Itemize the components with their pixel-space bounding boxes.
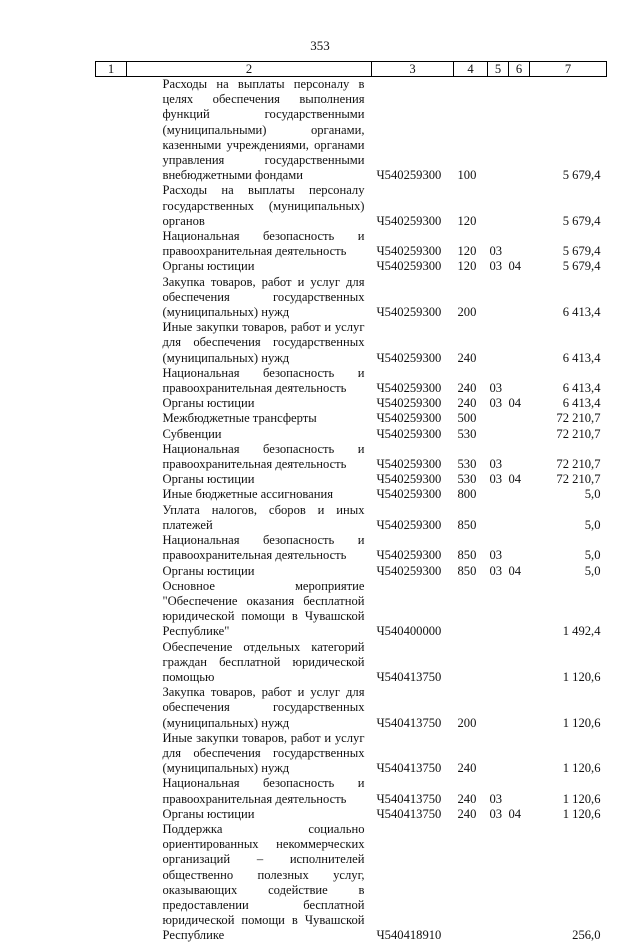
amount-cell: 1 120,6 xyxy=(562,761,601,776)
subsection-cell xyxy=(509,640,530,686)
amount-cell: 1 120,6 xyxy=(562,669,601,684)
expense-name-cell: Иные закупки товаров, работ и услуг для обеспечения государственных (муниципальных) нужд xyxy=(162,320,365,365)
row-number-cell xyxy=(96,427,127,442)
table-row xyxy=(96,640,607,686)
table-row xyxy=(96,275,607,321)
table-row xyxy=(96,442,607,472)
expense-type-cell: 240 xyxy=(457,381,477,396)
table-row xyxy=(96,259,607,274)
subsection-cell xyxy=(509,320,530,366)
expense-name-cell: Расходы на выплаты персоналу государственных (муниципальных) органов xyxy=(162,183,365,228)
expense-type-cell: 100 xyxy=(457,168,477,183)
subsection-cell xyxy=(509,427,530,442)
expense-type-cell: 530 xyxy=(457,457,477,472)
table-row xyxy=(96,807,607,822)
amount-cell: 5 679,4 xyxy=(562,244,601,259)
amount-cell: 6 413,4 xyxy=(562,350,601,365)
expense-type-cell: 240 xyxy=(457,761,477,776)
column-header-4: 4 xyxy=(454,62,488,77)
row-number-cell xyxy=(96,77,127,184)
target-article-cell: Ч540259300 xyxy=(376,457,442,472)
subsection-cell xyxy=(509,77,530,184)
subsection-cell xyxy=(509,275,530,321)
expense-type-cell: 120 xyxy=(457,213,477,228)
section-cell: 03 xyxy=(489,244,503,259)
amount-cell: 6 413,4 xyxy=(562,381,601,396)
column-header-2: 2 xyxy=(127,62,372,77)
target-article-cell: Ч540259300 xyxy=(376,411,442,426)
expense-name-cell: Поддержка социально ориентированных некоммерческих организаций – исполнителей общественно полезных услуг, оказывающих содействие в предоставлении бесплатной юридической помощи в Чувашской Республике xyxy=(162,821,365,943)
subsection-cell xyxy=(509,442,530,472)
amount-cell: 5 679,4 xyxy=(562,259,601,274)
amount-cell: 1 120,6 xyxy=(562,791,601,806)
row-number-cell xyxy=(96,579,127,640)
expense-name-cell: Органы юстиции xyxy=(162,806,255,821)
target-article-cell: Ч540259300 xyxy=(376,487,442,502)
row-number-cell xyxy=(96,776,127,806)
row-number-cell xyxy=(96,487,127,502)
target-article-cell: Ч540413750 xyxy=(376,806,442,821)
row-number-cell xyxy=(96,685,127,731)
target-article-cell: Ч540259300 xyxy=(376,563,442,578)
amount-cell: 72 210,7 xyxy=(556,472,601,487)
row-number-cell xyxy=(96,503,127,533)
row-number-cell xyxy=(96,320,127,366)
expense-name-cell: Субвенции xyxy=(162,426,222,441)
expense-type-cell: 240 xyxy=(457,806,477,821)
amount-cell: 6 413,4 xyxy=(562,396,601,411)
subsection-cell xyxy=(509,183,530,229)
section-cell: 03 xyxy=(489,548,503,563)
expense-type-cell: 120 xyxy=(457,244,477,259)
section-cell xyxy=(488,640,509,686)
target-article-cell: Ч540259300 xyxy=(376,517,442,532)
expense-name-cell: Межбюджетные трансферты xyxy=(162,411,317,426)
column-header-1: 1 xyxy=(96,62,127,77)
expense-type-cell: 240 xyxy=(457,791,477,806)
expense-name-cell: Национальная безопасность и правоохранительная деятельность xyxy=(162,229,365,259)
table-row xyxy=(96,77,607,184)
table-row xyxy=(96,503,607,533)
row-number-cell xyxy=(96,822,127,944)
row-number-cell xyxy=(96,807,127,822)
amount-cell: 5 679,4 xyxy=(562,213,601,228)
table-row xyxy=(96,396,607,411)
table-row xyxy=(96,579,607,640)
subsection-cell: 04 xyxy=(508,563,522,578)
row-number-cell xyxy=(96,640,127,686)
expense-name-cell: Расходы на выплаты персоналу в целях обеспечения выполнения функций государственными (муниципальными) органами, казенными учреждениями, органами управления государственными внебюджетными фондами xyxy=(162,77,365,183)
subsection-cell xyxy=(509,366,530,396)
section-cell: 03 xyxy=(489,806,503,821)
amount-cell: 5 679,4 xyxy=(562,168,601,183)
table-row xyxy=(96,183,607,229)
table-row xyxy=(96,731,607,777)
target-article-cell: Ч540259300 xyxy=(376,350,442,365)
table-row xyxy=(96,320,607,366)
expense-type-cell: 800 xyxy=(457,487,477,502)
section-cell xyxy=(488,411,509,426)
section-cell: 03 xyxy=(489,563,503,578)
table-row xyxy=(96,685,607,731)
row-number-cell xyxy=(96,259,127,274)
expense-type-cell: 200 xyxy=(457,305,477,320)
table-row xyxy=(96,822,607,944)
subsection-cell xyxy=(509,579,530,640)
table-row xyxy=(96,533,607,563)
amount-cell: 1 492,4 xyxy=(562,624,601,639)
budget-table xyxy=(95,61,607,944)
expense-name-cell: Основное мероприятие "Обеспечение оказания бесплатной юридической помощи в Чувашской Республике" xyxy=(162,578,365,639)
subsection-cell xyxy=(509,487,530,502)
expense-type-cell xyxy=(454,640,488,686)
amount-cell: 1 120,6 xyxy=(562,715,601,730)
amount-cell: 6 413,4 xyxy=(562,305,601,320)
subsection-cell: 04 xyxy=(508,806,522,821)
target-article-cell: Ч540259300 xyxy=(376,381,442,396)
target-article-cell: Ч540400000 xyxy=(376,624,442,639)
target-article-cell: Ч540413750 xyxy=(376,669,442,684)
expense-name-cell: Органы юстиции xyxy=(162,396,255,411)
column-header-3: 3 xyxy=(372,62,454,77)
section-cell: 03 xyxy=(489,259,503,274)
row-number-cell xyxy=(96,229,127,259)
expense-name-cell: Органы юстиции xyxy=(162,563,255,578)
amount-cell: 72 210,7 xyxy=(556,457,601,472)
target-article-cell: Ч540259300 xyxy=(376,472,442,487)
section-cell xyxy=(488,320,509,366)
subsection-cell xyxy=(509,411,530,426)
row-number-cell xyxy=(96,183,127,229)
section-cell xyxy=(488,579,509,640)
expense-type-cell: 200 xyxy=(457,715,477,730)
row-number-cell xyxy=(96,472,127,487)
target-article-cell: Ч540259300 xyxy=(376,244,442,259)
section-cell xyxy=(488,487,509,502)
target-article-cell: Ч540259300 xyxy=(376,168,442,183)
table-row xyxy=(96,487,607,502)
expense-name-cell: Органы юстиции xyxy=(162,472,255,487)
amount-cell: 72 210,7 xyxy=(556,426,601,441)
section-cell xyxy=(488,503,509,533)
section-cell: 03 xyxy=(489,791,503,806)
subsection-cell xyxy=(509,685,530,731)
amount-cell: 5,0 xyxy=(584,563,601,578)
target-article-cell: Ч540259300 xyxy=(376,396,442,411)
target-article-cell: Ч540259300 xyxy=(376,213,442,228)
target-article-cell: Ч540413750 xyxy=(376,761,442,776)
subsection-cell xyxy=(509,533,530,563)
section-cell xyxy=(488,822,509,944)
table-row xyxy=(96,776,607,806)
table-row xyxy=(96,366,607,396)
table-row xyxy=(96,472,607,487)
amount-cell: 5,0 xyxy=(584,517,601,532)
row-number-cell xyxy=(96,442,127,472)
row-number-cell xyxy=(96,411,127,426)
expense-type-cell: 850 xyxy=(457,563,477,578)
amount-cell: 256,0 xyxy=(572,928,601,943)
amount-cell: 72 210,7 xyxy=(556,411,601,426)
section-cell: 03 xyxy=(489,396,503,411)
expense-type-cell: 240 xyxy=(457,396,477,411)
subsection-cell xyxy=(509,503,530,533)
expense-type-cell: 240 xyxy=(457,350,477,365)
target-article-cell: Ч540259300 xyxy=(376,259,442,274)
section-cell: 03 xyxy=(489,457,503,472)
column-header-6: 6 xyxy=(509,62,530,77)
expense-name-cell: Национальная безопасность и правоохранительная деятельность xyxy=(162,776,365,806)
column-header-7: 7 xyxy=(530,62,607,77)
target-article-cell: Ч540259300 xyxy=(376,548,442,563)
target-article-cell: Ч540259300 xyxy=(376,426,442,441)
row-number-cell xyxy=(96,533,127,563)
section-cell xyxy=(488,731,509,777)
table-body xyxy=(96,77,607,944)
section-cell: 03 xyxy=(489,472,503,487)
section-cell xyxy=(488,685,509,731)
amount-cell: 5,0 xyxy=(584,487,601,502)
expense-type-cell: 530 xyxy=(457,426,477,441)
table-row xyxy=(96,427,607,442)
subsection-cell xyxy=(509,731,530,777)
table-row xyxy=(96,411,607,426)
column-header-5: 5 xyxy=(488,62,509,77)
target-article-cell: Ч540413750 xyxy=(376,791,442,806)
table-row xyxy=(96,229,607,259)
section-cell: 03 xyxy=(489,381,503,396)
row-number-cell xyxy=(96,731,127,777)
target-article-cell: Ч540418910 xyxy=(376,928,442,943)
expense-name-cell: Национальная безопасность и правоохранительная деятельность xyxy=(162,365,365,396)
subsection-cell xyxy=(509,776,530,806)
expense-name-cell: Уплата налогов, сборов и иных платежей xyxy=(162,502,365,532)
subsection-cell: 04 xyxy=(508,472,522,487)
section-cell xyxy=(488,77,509,184)
expense-type-cell: 120 xyxy=(457,259,477,274)
expense-name-cell: Национальная безопасность и правоохранительная деятельность xyxy=(162,533,365,563)
table-header-row xyxy=(96,62,607,77)
expense-name-cell: Обеспечение отдельных категорий граждан бесплатной юридической помощью xyxy=(162,639,365,684)
amount-cell: 5,0 xyxy=(584,548,601,563)
expense-name-cell: Закупка товаров, работ и услуг для обеспечения государственных (муниципальных) нужд xyxy=(162,274,365,320)
expense-name-cell: Органы юстиции xyxy=(162,259,255,274)
row-number-cell xyxy=(96,275,127,321)
expense-name-cell: Национальная безопасность и правоохранительная деятельность xyxy=(162,441,365,472)
subsection-cell xyxy=(509,822,530,944)
target-article-cell: Ч540259300 xyxy=(376,305,442,320)
section-cell xyxy=(488,427,509,442)
expense-type-cell: 850 xyxy=(457,517,477,532)
row-number-cell xyxy=(96,564,127,579)
expense-name-cell: Иные бюджетные ассигнования xyxy=(162,487,334,502)
subsection-cell: 04 xyxy=(508,259,522,274)
expense-type-cell xyxy=(454,822,488,944)
section-cell xyxy=(488,183,509,229)
row-number-cell xyxy=(96,396,127,411)
target-article-cell: Ч540413750 xyxy=(376,715,442,730)
expense-type-cell: 850 xyxy=(457,548,477,563)
expense-type-cell: 500 xyxy=(457,411,477,426)
subsection-cell xyxy=(509,229,530,259)
row-number-cell xyxy=(96,366,127,396)
amount-cell: 1 120,6 xyxy=(562,806,601,821)
expense-type-cell: 530 xyxy=(457,472,477,487)
expense-name-cell: Иные закупки товаров, работ и услуг для обеспечения государственных (муниципальных) нужд xyxy=(162,730,365,776)
subsection-cell: 04 xyxy=(508,396,522,411)
expense-name-cell: Закупка товаров, работ и услуг для обеспечения государственных (муниципальных) нужд xyxy=(162,685,365,730)
table-row xyxy=(96,564,607,579)
section-cell xyxy=(488,275,509,321)
expense-type-cell xyxy=(454,579,488,640)
page-number: 353 xyxy=(310,38,330,53)
